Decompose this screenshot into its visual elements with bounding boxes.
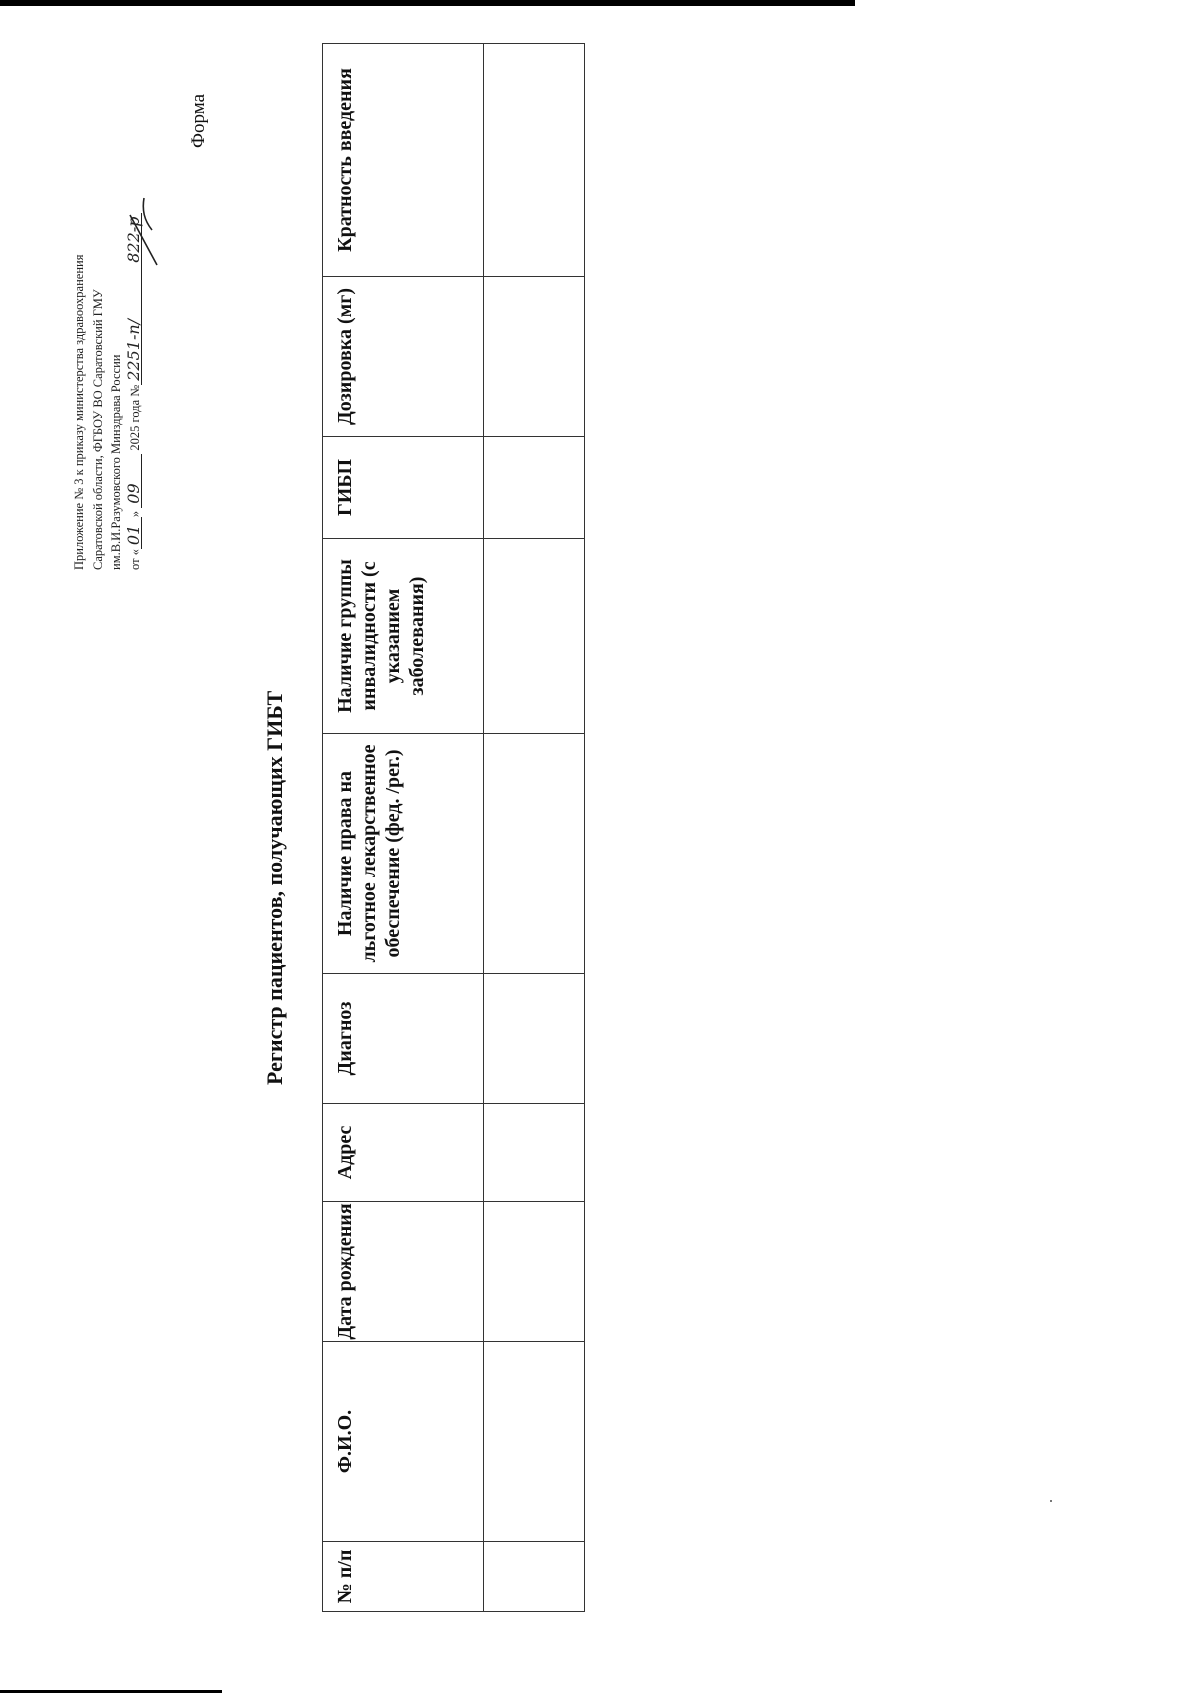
patient-register-table [322, 43, 585, 1612]
handwritten-slash-mark [122, 190, 162, 270]
col-number: № п/п [323, 1542, 484, 1612]
cell-frequency [484, 44, 585, 277]
date-quote: » [127, 510, 142, 518]
order-month: 09 [127, 454, 142, 508]
order-number: 2251-п/ [127, 267, 142, 385]
col-birth-date: Дата рождения [323, 1202, 484, 1342]
attachment-line-1: Приложение № 3 к приказу министерства здравоохранения [72, 254, 86, 570]
col-disability-group: Наличие группы инвалидности (с указанием заболевания) [323, 539, 484, 734]
cell-disability-group [484, 539, 585, 734]
cell-benefit-right [484, 734, 585, 974]
col-gibp: ГИБП [323, 437, 484, 539]
cell-birth-date [484, 1202, 585, 1342]
table-row [484, 44, 585, 1612]
attachment-note [70, 10, 144, 570]
col-address: Адрес [323, 1104, 484, 1202]
cell-full-name [484, 1342, 585, 1542]
order-day: 01 [127, 517, 142, 549]
attachment-line-3: им.В.И.Разумовского Минздрава России [109, 354, 123, 570]
cell-number [484, 1542, 585, 1612]
attachment-line-2: Саратовской области, ФГБОУ ВО Саратовский ГМУ [90, 289, 105, 570]
year-number-label: 2025 года № [127, 384, 142, 451]
scan-edge-bottom [0, 1690, 222, 1693]
form-label: Форма [188, 93, 209, 148]
col-frequency: Кратность введения [323, 44, 484, 277]
register-title: Регистр пациентов, получающих ГИБТ [262, 690, 287, 1085]
cell-address [484, 1104, 585, 1202]
col-diagnosis: Диагноз [323, 974, 484, 1104]
col-dosage: Дозировка (мг) [323, 277, 484, 437]
col-benefit-right: Наличие права на льготное лекарственное обеспечение (фед. /рег.) [323, 734, 484, 974]
cell-dosage [484, 277, 585, 437]
cell-diagnosis [484, 974, 585, 1104]
table-header-row [323, 44, 484, 1612]
scan-speck [1050, 1500, 1052, 1502]
cell-gibp [484, 437, 585, 539]
attachment-line-4 [123, 10, 145, 570]
col-full-name: Ф.И.О. [323, 1342, 484, 1542]
date-prefix: от « [127, 549, 142, 570]
order-number-suffix: 822-р [127, 213, 142, 267]
